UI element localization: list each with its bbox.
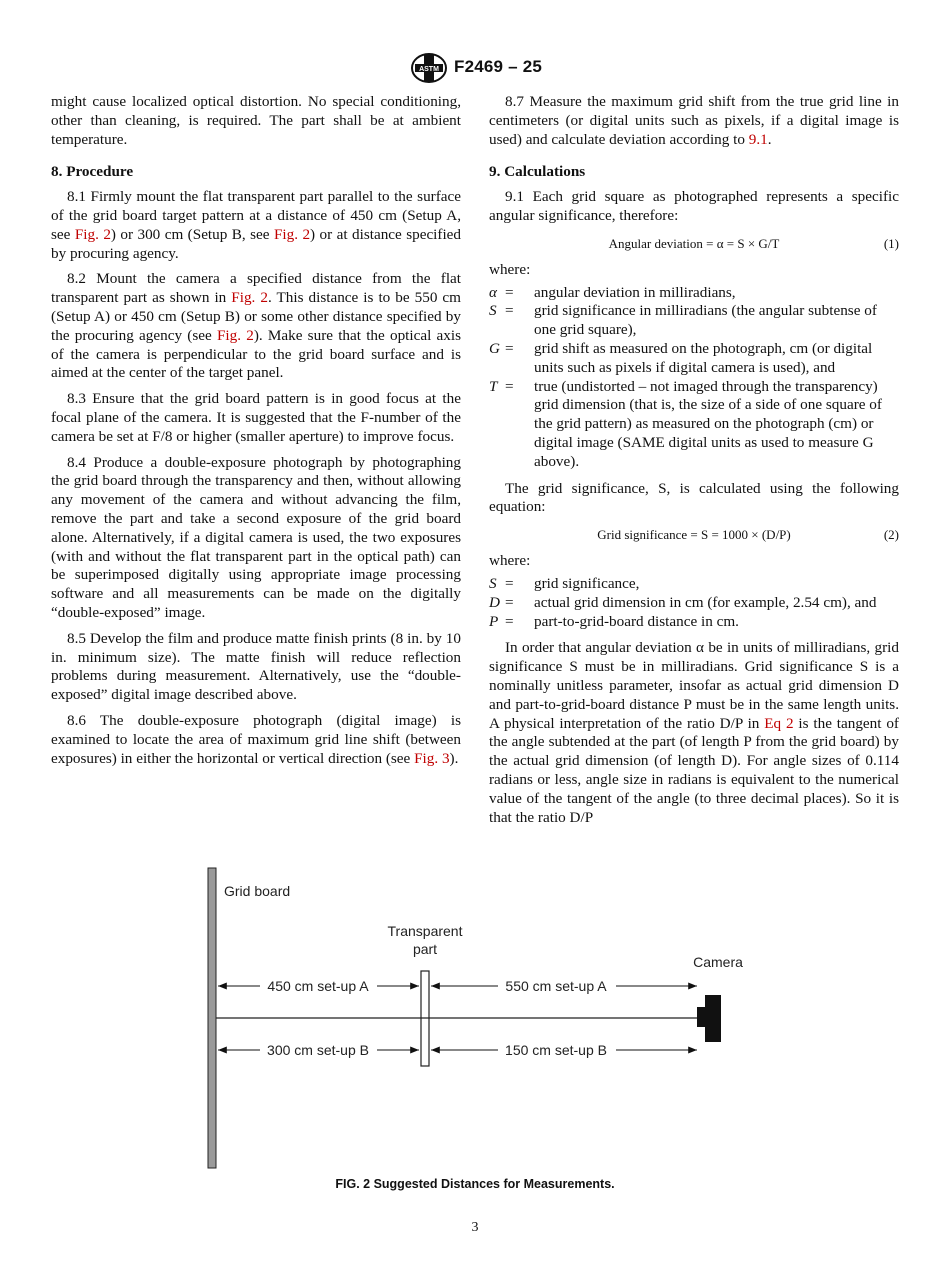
definition-equals: = — [505, 574, 514, 592]
definition-symbol: D — [489, 593, 500, 611]
paragraph-interpretation: In order that angular deviation α be in units of milliradians, grid significance S must be in milliradians. Grid significance S is a nominally unitless parameter, insofar as actual grid dimension D and part-to-grid-board distance P must be in the same length units. A physical interpretation of the ratio D/P in Eq 2 is the tangent of the angle subtended at the part (of length P from the grid board) by the actual grid dimension (of length D). For angle sizes of 0.114 radians or less, angle size in radians is equivalent to the numerical value of the tangent of the angle (to three decimal places). So it is that the ratio D/P — [489, 639, 899, 826]
transparent-part-label-1: Transparent — [387, 923, 463, 939]
definition-text: part-to-grid-board distance in cm. — [534, 612, 739, 630]
definition-symbol: G — [489, 339, 500, 357]
definition-row — [489, 613, 899, 632]
setup-a-right-label: 550 cm set-up A — [505, 978, 607, 994]
definition-equals: = — [505, 283, 514, 301]
definition-text: grid significance, — [534, 574, 640, 592]
equation-1 — [489, 233, 899, 255]
paragraph-9-1: 9.1 Each grid square as photographed represents a specific angular significance, therefore: — [489, 188, 899, 224]
figure-caption: FIG. 2 Suggested Distances for Measurements. — [335, 1177, 615, 1191]
definition-equals: = — [505, 377, 514, 395]
definition-symbol: S — [489, 574, 497, 592]
svg-text:ASTM: ASTM — [419, 66, 439, 73]
setup-b-left-label: 300 cm set-up B — [267, 1042, 369, 1058]
equation-2-number: (2) — [883, 527, 899, 543]
definition-row — [489, 340, 899, 378]
section-heading-calculations: 9. Calculations — [489, 163, 586, 181]
section-9-1-link[interactable]: 9.1 — [748, 130, 768, 148]
fig-2-link[interactable]: Fig. 2 — [273, 225, 311, 243]
astm-logo-icon — [409, 52, 449, 84]
definition-row — [489, 594, 899, 613]
eq-2-link[interactable]: Eq 2 — [764, 714, 794, 732]
fig-2-link[interactable]: Fig. 2 — [74, 225, 111, 243]
transparent-part-label-2: part — [412, 941, 438, 957]
definition-row — [489, 302, 899, 340]
paragraph-8-3: 8.3 Ensure that the grid board pattern is in good focus at the focal plane of the camera. It is suggested that the F-number of the camera be set at F/8 or higher (smaller aperture) to improve focus. — [51, 390, 461, 445]
equation-2-body: Grid significance = S = 1000 × (D/P) — [597, 527, 791, 543]
grid-board-shape — [208, 868, 216, 1168]
definition-equals: = — [505, 302, 514, 320]
paragraph-continued: might cause localized optical distortion. No special conditioning, other than cleaning, is required. The part shall be at ambient temperature. — [51, 93, 461, 148]
left-column — [51, 93, 461, 775]
definitions-list-2 — [489, 575, 899, 631]
section-heading-procedure: 8. Procedure — [51, 163, 134, 181]
definition-equals: = — [505, 593, 514, 611]
paragraph-8-2: 8.2 Mount the camera a specified distance from the flat transparent part as shown in Fig. 2. This distance is to be 550 cm (Setup A) or 450 cm (Setup B) or some other distance specified by the procuring agency (see Fig. 2). Make sure that the optical axis of the camera is perpendicular to the grid board surface and is aimed at the center of the target panel. — [51, 270, 461, 382]
figure-2-diagram — [180, 860, 780, 1180]
document-id: F2469 – 25 — [454, 57, 543, 76]
fig-2-link[interactable]: Fig. 2 — [231, 289, 268, 307]
definition-text: actual grid dimension in cm (for example, 2.54 cm), and — [534, 593, 877, 611]
right-column — [489, 93, 899, 834]
definition-symbol: S — [489, 302, 497, 320]
page-header — [0, 52, 950, 86]
definition-symbol: P — [489, 612, 499, 630]
definition-symbol: α — [489, 283, 497, 301]
definition-row — [489, 378, 899, 472]
definition-equals: = — [505, 612, 514, 630]
where-label: where: — [489, 552, 531, 570]
setup-b-right-label: 150 cm set-up B — [505, 1042, 607, 1058]
definition-text: grid significance in milliradians (the angular subtense of one grid square), — [534, 302, 877, 339]
fig-2-link[interactable]: Fig. 2 — [216, 326, 254, 344]
paragraph-8-7: 8.7 Measure the maximum grid shift from the true grid line in centimeters (or digital units such as pixels, if a digital image is used) and calculate deviation according to 9.1. — [489, 93, 899, 148]
paragraph-8-4: 8.4 Produce a double-exposure photograph by photographing the grid board through the transparency and then, without allowing any movement of the camera and without advancing the film, remove the part and take a second exposure of the grid board alone. Alternatively, if a digital camera is used, the two exposures (with and without the flat transparent part in the optical path) can be superimposed digitally using appropriate image processing software and all measurements can be made on the digitally “double-exposed” image. — [51, 453, 461, 621]
paragraph-8-6: 8.6 The double-exposure photograph (digital image) is examined to locate the area of maximum grid line shift (between exposures) in either the horizontal or vertical direction (see Fig. 3). — [51, 711, 461, 767]
camera-icon — [697, 995, 721, 1042]
definition-text: grid shift as measured on the photograph, cm (or digital units such as pixels if digital camera is used), and — [534, 339, 873, 376]
setup-a-left-label: 450 cm set-up A — [267, 978, 369, 994]
definition-equals: = — [505, 339, 514, 357]
definition-row — [489, 575, 899, 594]
definition-symbol: T — [489, 377, 498, 395]
where-label: where: — [489, 260, 531, 278]
equation-2 — [489, 524, 899, 546]
grid-board-label: Grid board — [224, 883, 291, 899]
page-number: 3 — [471, 1220, 479, 1235]
camera-label: Camera — [693, 954, 743, 970]
fig-3-link[interactable]: Fig. 3 — [414, 749, 450, 767]
equation-1-number: (1) — [883, 235, 899, 251]
paragraph-8-1: 8.1 Firmly mount the flat transparent part parallel to the surface of the grid board target pattern at a distance of 450 cm (Setup A, see Fig. 2) or 300 cm (Setup B, see Fig. 2) or at distance specified by procuring agency. — [51, 188, 462, 262]
definition-row — [489, 284, 899, 303]
paragraph-grid-significance: The grid significance, S, is calculated using the following equation: — [489, 479, 899, 516]
paragraph-8-5: 8.5 Develop the film and produce matte finish prints (8 in. by 10 in. minimum size). The matte finish will reduce reflection problems during measurement. Alternatively, use the “double-exposed” digital image described above. — [51, 629, 461, 704]
definition-text: angular deviation in milliradians, — [534, 283, 736, 301]
equation-1-body: Angular deviation = α = S × G/T — [608, 235, 780, 251]
definitions-list-1 — [489, 284, 899, 472]
definition-text: true (undistorted – not imaged through the transparency) grid dimension (that is, the size of a side of one square of the grid pattern) as measured on the photograph (cm) or digital image (SAME digital units as used to measure G above). — [534, 377, 882, 470]
